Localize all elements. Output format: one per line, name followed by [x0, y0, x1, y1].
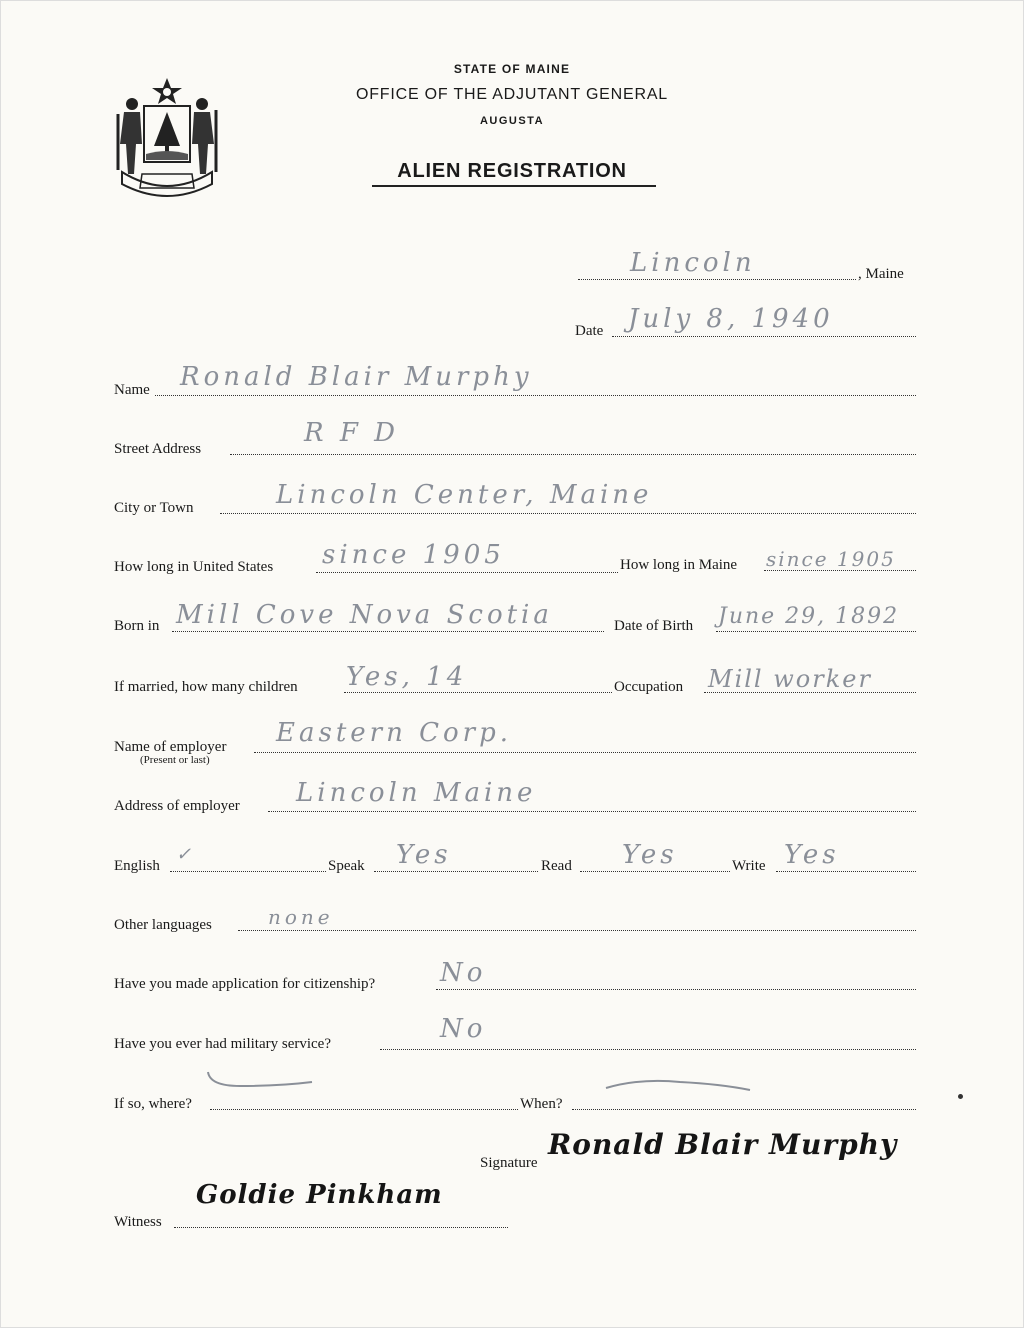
if-so-where-label: If so, where? — [114, 1096, 192, 1112]
witness-line — [174, 1227, 508, 1228]
town-value: Lincoln — [630, 248, 756, 278]
write-value: Yes — [784, 840, 840, 870]
how-long-maine-label: How long in Maine — [620, 557, 738, 573]
signature-value: Ronald Blair Murphy — [548, 1128, 898, 1161]
ink-dot — [958, 1094, 963, 1099]
title-underline — [372, 185, 656, 187]
citizenship-value: No — [440, 958, 487, 988]
write-label: Write — [732, 858, 766, 874]
born-in-value: Mill Cove Nova Scotia — [176, 600, 553, 630]
date-line — [612, 336, 916, 337]
name-value: Ronald Blair Murphy — [180, 362, 533, 392]
employer-name-label: Name of employer — [114, 739, 227, 755]
read-value: Yes — [622, 840, 678, 870]
read-label: Read — [541, 858, 572, 874]
other-languages-line — [238, 930, 916, 931]
state-heading: STATE OF MAINE — [453, 62, 571, 76]
read-line — [580, 871, 730, 872]
city-value: Lincoln Center, Maine — [276, 480, 653, 510]
when-label: When? — [520, 1096, 563, 1112]
witness-value: Goldie Pinkham — [196, 1180, 443, 1210]
office-heading: OFFICE OF THE ADJUTANT GENERAL — [355, 86, 669, 103]
english-label: English — [114, 858, 160, 874]
witness-label: Witness — [114, 1214, 162, 1230]
english-value: ✓ — [176, 844, 196, 865]
form-title: ALIEN REGISTRATION — [397, 160, 627, 182]
born-in-label: Born in — [114, 618, 160, 634]
military-line — [380, 1049, 916, 1050]
date-label: Date — [575, 323, 604, 339]
employer-address-line — [268, 811, 916, 812]
date-of-birth-value: June 29, 1892 — [718, 604, 900, 629]
other-languages-value: none — [268, 905, 334, 929]
employer-name-line — [254, 752, 916, 753]
city-heading: AUGUSTA — [479, 115, 545, 127]
speak-line — [374, 871, 538, 872]
dash-stroke-icon — [200, 1066, 320, 1096]
street-address-line — [230, 454, 916, 455]
english-line — [170, 871, 326, 872]
military-value: No — [440, 1014, 487, 1044]
town-line — [578, 279, 856, 280]
how-long-us-value: since 1905 — [322, 540, 505, 570]
children-value: Yes, 14 — [346, 662, 468, 692]
children-line — [344, 692, 612, 693]
name-label: Name — [114, 382, 150, 398]
street-address-value: R F D — [304, 418, 399, 448]
employer-address-value: Lincoln Maine — [296, 778, 537, 808]
speak-label: Speak — [328, 858, 365, 874]
occupation-value: Mill worker — [708, 665, 872, 693]
maine-label: , Maine — [858, 266, 904, 282]
employer-address-label: Address of employer — [114, 798, 240, 814]
if-so-where-line — [210, 1109, 518, 1110]
city-line — [220, 513, 916, 514]
when-line — [572, 1109, 916, 1110]
occupation-label: Occupation — [614, 679, 684, 695]
city-label: City or Town — [114, 500, 194, 516]
speak-value: Yes — [396, 840, 452, 870]
citizenship-label: Have you made application for citizenship? — [114, 976, 376, 992]
children-label: If married, how many children — [114, 679, 298, 695]
signature-label: Signature — [480, 1155, 538, 1171]
military-label: Have you ever had military service? — [114, 1036, 331, 1052]
write-line — [776, 871, 916, 872]
how-long-maine-value: since 1905 — [766, 547, 896, 571]
how-long-us-label: How long in United States — [114, 559, 274, 575]
date-value: July 8, 1940 — [628, 304, 834, 334]
street-address-label: Street Address — [114, 441, 202, 457]
born-in-line — [172, 631, 604, 632]
other-languages-label: Other languages — [114, 917, 212, 933]
citizenship-line — [436, 989, 916, 990]
name-line — [155, 395, 916, 396]
dash-stroke-icon — [600, 1074, 760, 1098]
employer-note-label: (Present or last) — [140, 754, 210, 766]
employer-name-value: Eastern Corp. — [276, 718, 512, 748]
date-of-birth-label: Date of Birth — [614, 618, 694, 634]
how-long-us-line — [316, 572, 618, 573]
